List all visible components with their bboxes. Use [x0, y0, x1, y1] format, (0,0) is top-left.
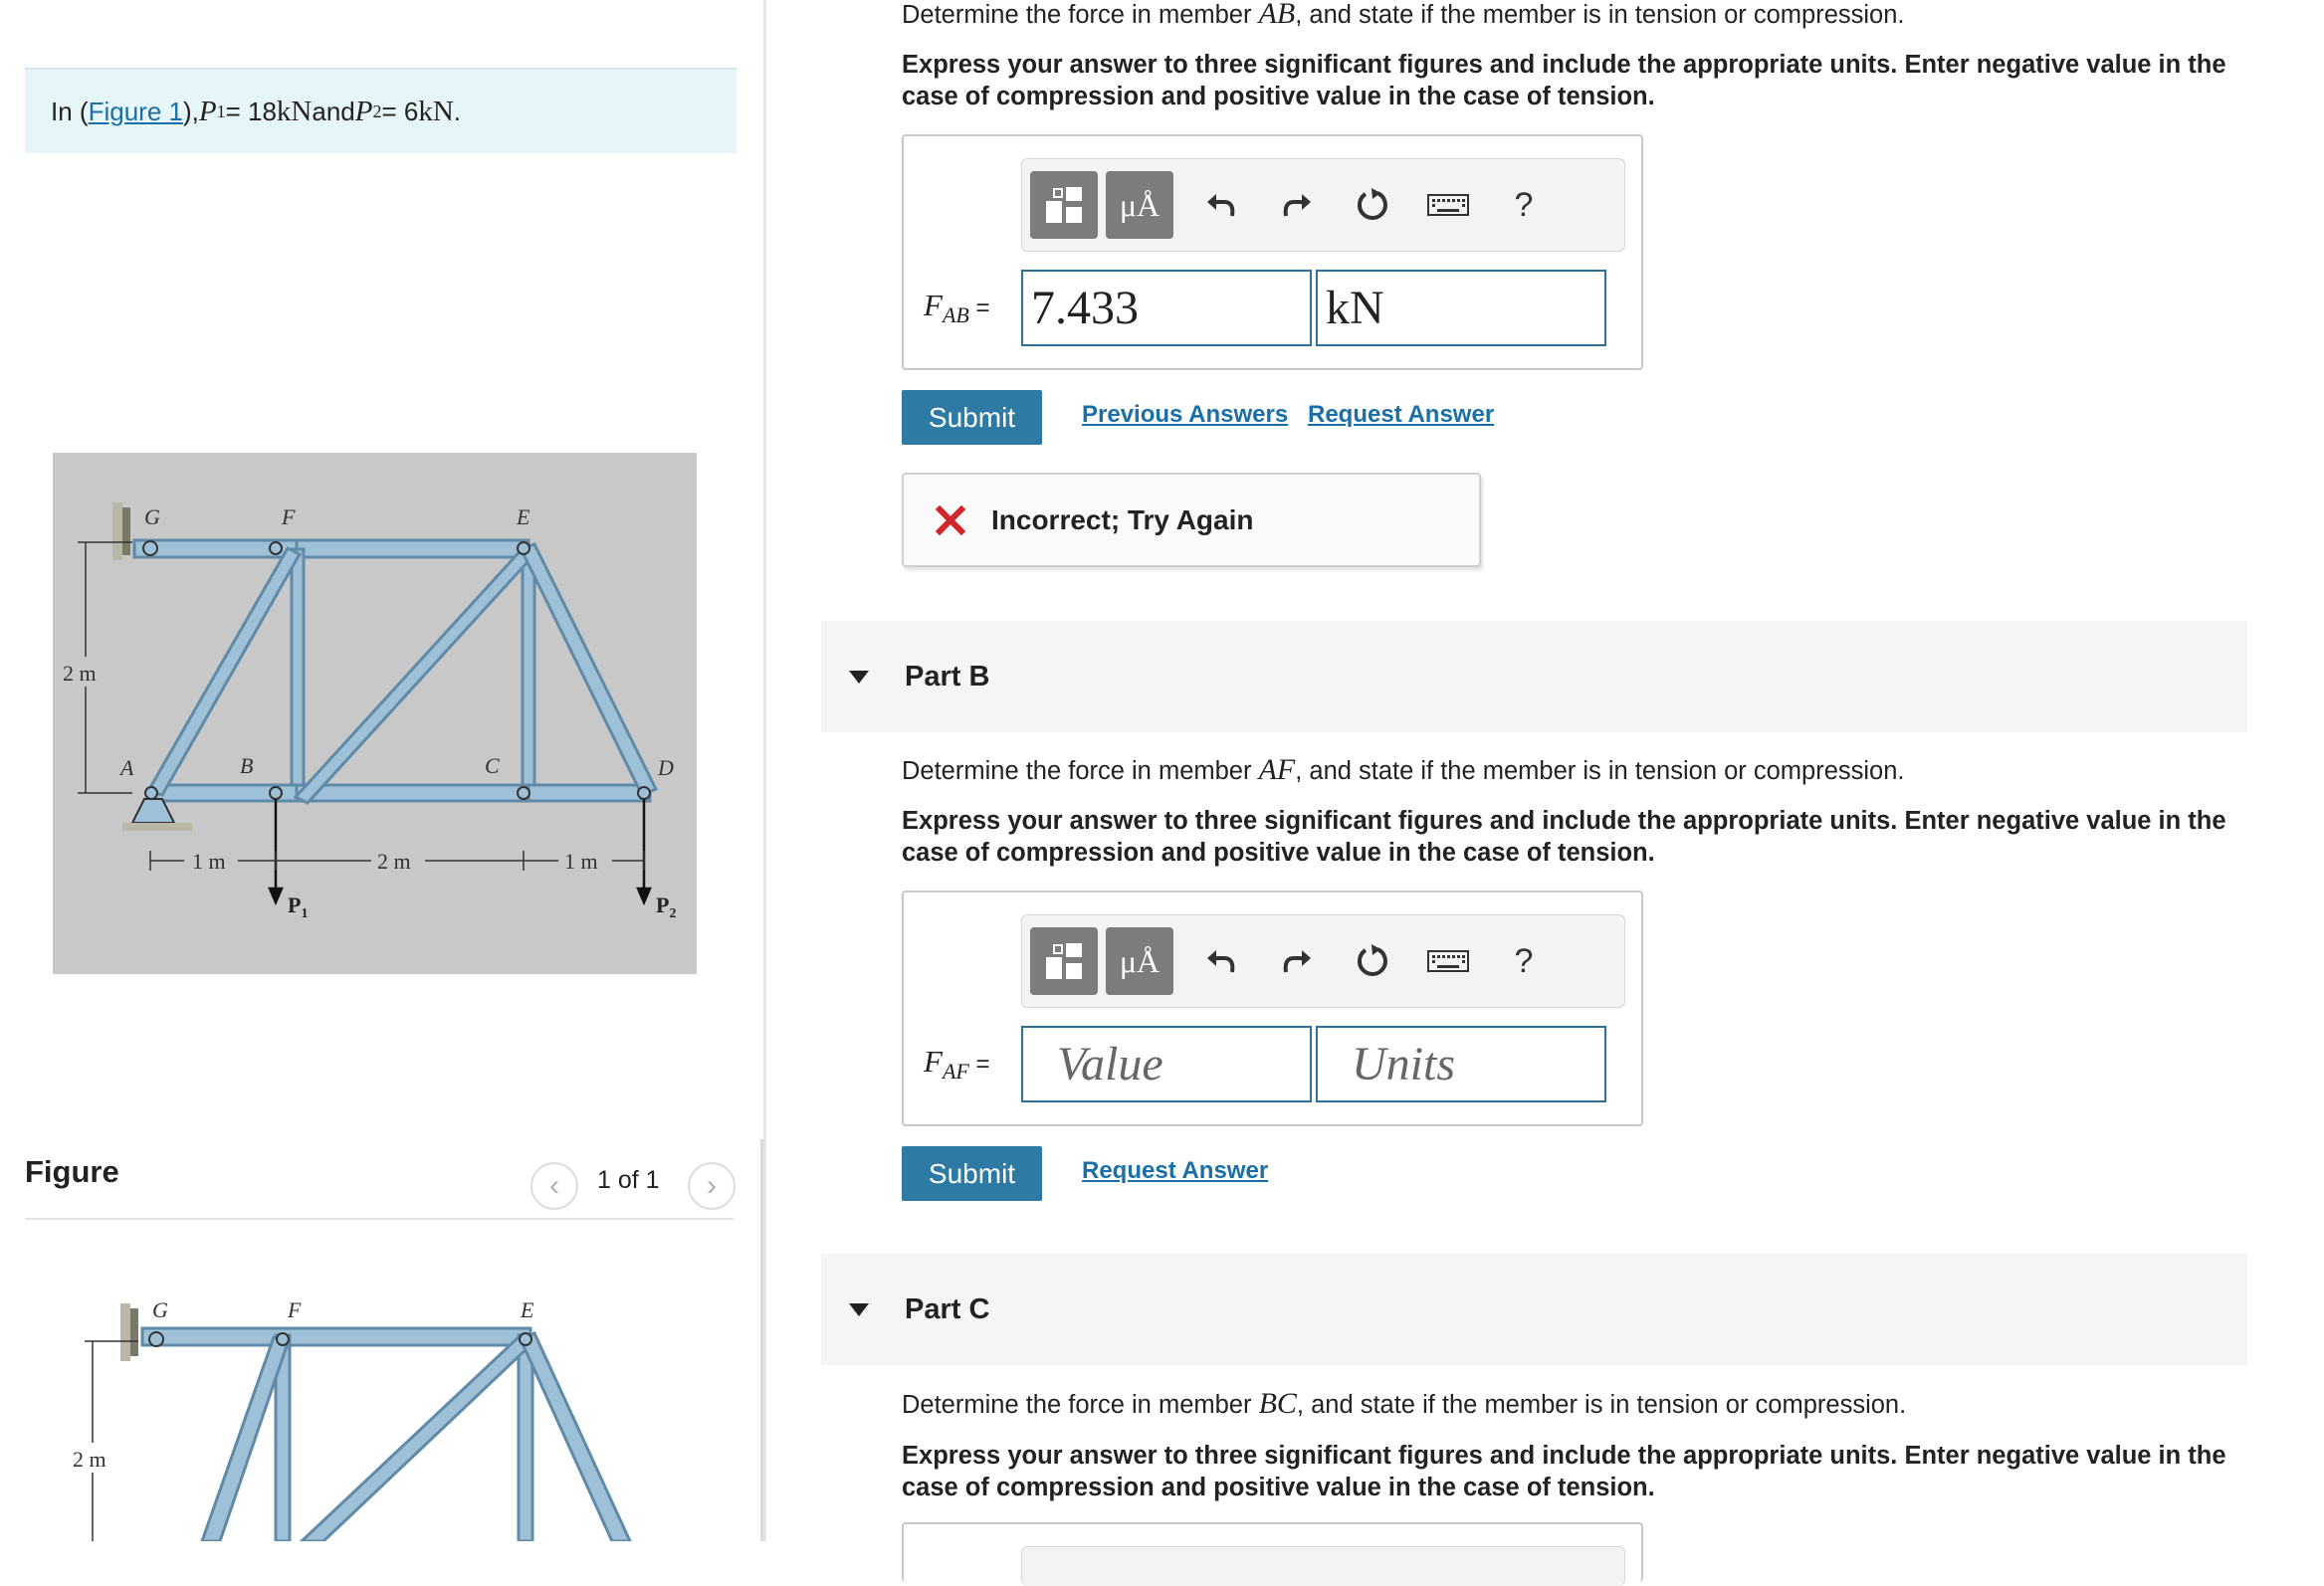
redo-icon: [1280, 944, 1314, 978]
svg-text:E: E: [521, 1297, 534, 1322]
reset-icon: [1354, 186, 1391, 224]
joint-label-d: D: [658, 755, 674, 780]
undo-button[interactable]: [1183, 944, 1259, 978]
svg-text:F: F: [288, 1297, 302, 1322]
redo-icon: [1280, 188, 1314, 222]
figure-divider: [25, 1218, 734, 1220]
load-label-p2: $P_2$: [656, 892, 677, 921]
part-b-question: Determine the force in member AF, and state if the member is in tension or compression.: [902, 753, 1905, 786]
part-a-submit-button[interactable]: Submit: [902, 390, 1042, 445]
undo-button[interactable]: [1183, 188, 1259, 222]
templates-icon: [1040, 181, 1088, 229]
reset-button[interactable]: [1335, 186, 1410, 224]
keyboard-icon: [1427, 948, 1469, 974]
part-b-field-label: $F_{AF}$ =: [924, 1044, 990, 1085]
chevron-left-icon: ‹: [549, 1169, 559, 1202]
part-b-toolbar: [1021, 914, 1625, 1008]
templates-button[interactable]: [1030, 171, 1098, 239]
part-a-field-label: $F_{AB}$ =: [924, 288, 990, 328]
joint-label-g: G: [144, 504, 160, 529]
part-a-instructions: Express your answer to three significant figures and include the appropriate units. Enter negative value in the case of compression and positive value in the case of tension.: [902, 51, 2226, 110]
part-b-header[interactable]: Part B: [821, 621, 2247, 732]
help-icon: ?: [1514, 941, 1534, 980]
previous-answers-link[interactable]: Previous Answers: [1082, 401, 1289, 428]
prev-figure-button[interactable]: [530, 1162, 578, 1210]
redo-button[interactable]: [1259, 188, 1335, 222]
part-c-answer-box: [902, 1522, 1643, 1582]
part-a-request-answer-link[interactable]: Request Answer: [1308, 401, 1495, 428]
keyboard-button[interactable]: [1410, 948, 1486, 974]
part-b-submit-button[interactable]: Submit: [902, 1146, 1042, 1201]
part-b-request-answer-link[interactable]: Request Answer: [1082, 1157, 1269, 1184]
collapse-triangle-icon: [849, 1303, 869, 1316]
truss-figure[interactable]: [53, 453, 697, 974]
joint-label-b: B: [240, 753, 254, 778]
dim-1m-right: 1 m: [564, 849, 598, 874]
collapse-triangle-icon: [849, 671, 869, 684]
joint-label-c: C: [485, 753, 500, 778]
pane-divider-handle[interactable]: [760, 1139, 763, 1541]
part-c-toolbar: [1021, 1546, 1625, 1586]
joint-label-e: E: [517, 504, 530, 529]
truss-figure-full: [53, 1284, 690, 1541]
templates-icon: [1040, 937, 1088, 985]
reset-icon: [1354, 942, 1391, 980]
part-a-units-input[interactable]: kN: [1316, 270, 1606, 346]
pane-divider: [763, 0, 766, 1541]
part-c-instructions: Express your answer to three significant figures and include the appropriate units. Enter negative value in the case of compression and positive value in the case of tension.: [902, 1442, 2226, 1501]
units-button[interactable]: [1106, 927, 1173, 995]
templates-button[interactable]: [1030, 927, 1098, 995]
problem-statement: In ( Figure 1 ), P 1 = 18 kN and P 2 = 6 kN .: [25, 68, 737, 153]
keyboard-button[interactable]: [1410, 192, 1486, 218]
error-x-icon: [936, 505, 965, 535]
undo-icon: [1204, 188, 1238, 222]
units-icon: μÅ: [1119, 186, 1161, 223]
figure-link[interactable]: Figure 1: [88, 96, 183, 126]
undo-icon: [1204, 944, 1238, 978]
next-figure-button[interactable]: [688, 1162, 736, 1210]
units-button[interactable]: [1106, 171, 1173, 239]
joint-label-f: F: [282, 504, 296, 529]
part-b-answer-box: [902, 891, 1643, 1126]
joint-label-a: A: [120, 755, 134, 780]
help-button[interactable]: [1486, 942, 1562, 981]
part-b-value-input[interactable]: Value: [1021, 1026, 1312, 1102]
help-button[interactable]: [1486, 186, 1562, 225]
part-a-question: Determine the force in member AB, and state if the member is in tension or compression.: [902, 0, 1905, 30]
dim-2m: 2 m: [377, 849, 411, 874]
load-label-p1: $P_1$: [288, 892, 309, 921]
part-c-header[interactable]: Part C: [821, 1254, 2247, 1365]
figure-heading: Figure: [25, 1154, 119, 1189]
redo-button[interactable]: [1259, 944, 1335, 978]
part-b-units-input[interactable]: Units: [1316, 1026, 1606, 1102]
units-icon: μÅ: [1119, 942, 1161, 979]
svg-text:2 m: 2 m: [73, 1447, 106, 1472]
part-a-answer-box: [902, 134, 1643, 370]
part-b-instructions: Express your answer to three significant figures and include the appropriate units. Enter negative value in the case of compression and positive value in the case of tension.: [902, 807, 2226, 867]
chevron-right-icon: ›: [707, 1169, 717, 1202]
part-a-toolbar: [1021, 158, 1625, 252]
dim-1m-left: 1 m: [192, 849, 226, 874]
part-a-feedback: Incorrect; Try Again: [902, 473, 1481, 567]
part-c-question: Determine the force in member BC, and state if the member is in tension or compression.: [902, 1387, 1907, 1420]
dim-height-label: 2 m: [63, 661, 97, 686]
keyboard-icon: [1427, 192, 1469, 218]
reset-button[interactable]: [1335, 942, 1410, 980]
svg-text:G: G: [152, 1297, 168, 1322]
figure-pager: 1 of 1: [597, 1166, 660, 1194]
help-icon: ?: [1514, 185, 1534, 224]
part-a-value-input[interactable]: 7.433: [1021, 270, 1312, 346]
